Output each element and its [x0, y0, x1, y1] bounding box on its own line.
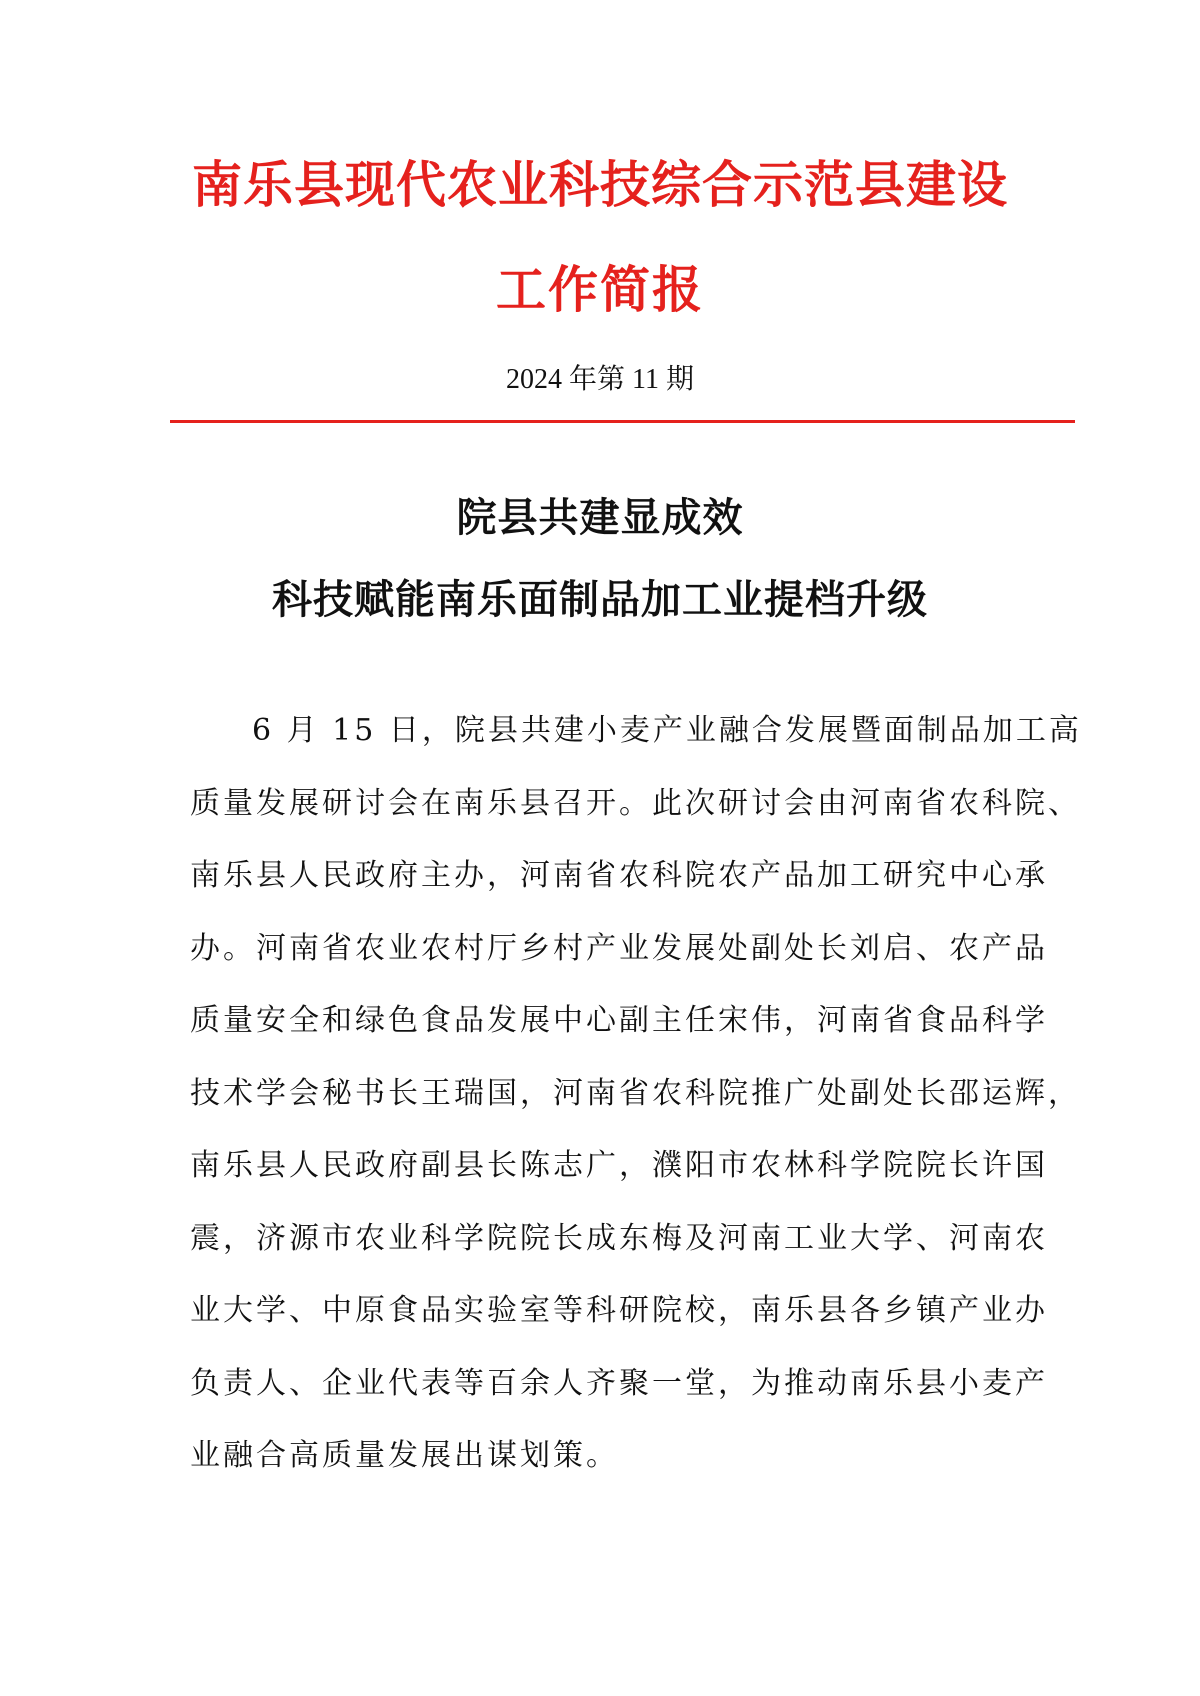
paragraph-line: 业大学、中原食品实验室等科研院校，南乐县各乡镇产业办 — [190, 1293, 1048, 1328]
article-headline-line1: 院县共建显成效 — [456, 495, 744, 541]
paragraph-line: 南乐县人民政府副县长陈志广，濮阳市农林科学院院长许国 — [190, 1148, 1048, 1183]
paragraph-line: 技术学会秘书长王瑞国，河南省农科院推广处副处长邵运辉， — [190, 1075, 1081, 1111]
paragraph-line: 质量发展研讨会在南乐县召开。此次研讨会由河南省农科院、 — [190, 785, 1081, 821]
paragraph-line: 质量安全和绿色食品发展中心副主任宋伟，河南省食品科学 — [190, 1003, 1048, 1038]
paragraph-line: 负责人、企业代表等百余人齐聚一堂，为推动南乐县小麦产 — [190, 1365, 1048, 1401]
article-paragraph — [190, 705, 1082, 1503]
article-headline-line2: 科技赋能南乐面制品加工业提档升级 — [272, 577, 928, 623]
paragraph-line: 南乐县人民政府主办，河南省农科院农产品加工研究中心承 — [190, 858, 1048, 893]
masthead-title-line2: 工作简报 — [496, 260, 704, 319]
paragraph-line: 6 月 15 日，院县共建小麦产业融合发展暨面制品加工高 — [252, 713, 1082, 748]
paragraph-line: 震，济源市农业科学院院长成东梅及河南工业大学、河南农 — [190, 1220, 1048, 1256]
masthead-title-line1: 南乐县现代农业科技综合示范县建设 — [192, 155, 1008, 214]
masthead-divider — [170, 420, 1075, 423]
paragraph-line: 办。河南省农业农村厅乡村产业发展处副处长刘启、农产品 — [190, 930, 1048, 966]
issue-number: 2024 年第 11 期 — [506, 364, 694, 395]
paragraph-line: 业融合高质量发展出谋划策。 — [190, 1438, 619, 1473]
